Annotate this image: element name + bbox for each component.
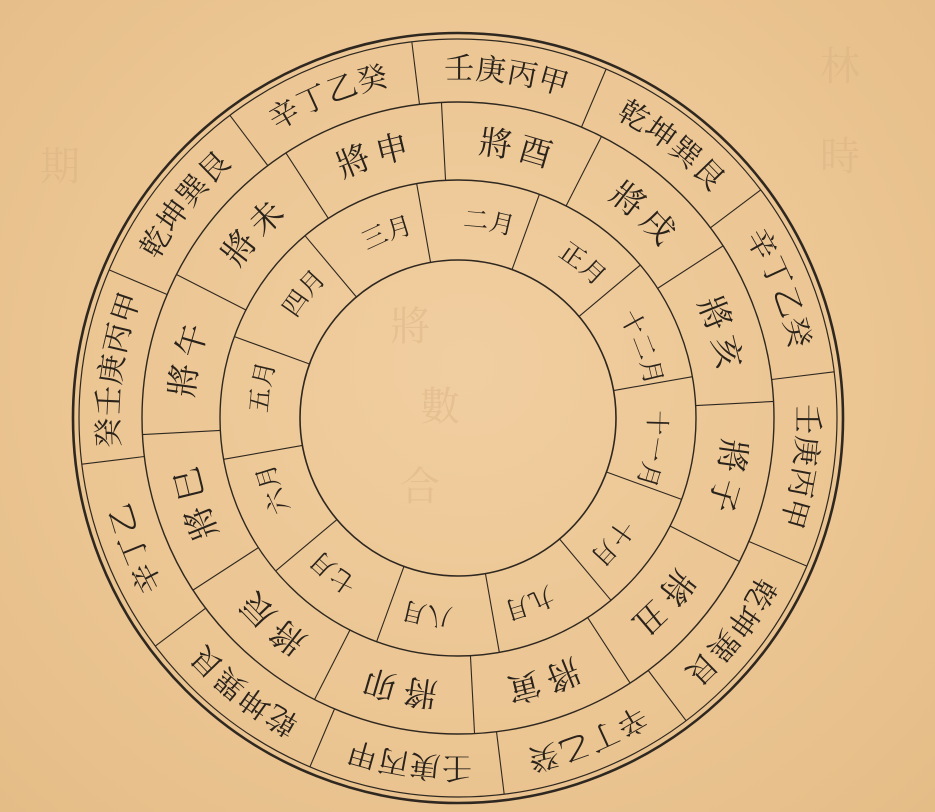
inner-ring-glyph: 月 [634,356,669,388]
inner-ring-sector-9 [501,580,559,625]
sector-divider [230,115,268,165]
outer-ring-glyph: 巽 [699,622,747,668]
inner-ring-glyph: 六 [258,484,296,519]
middle-ring-glyph: 丑 [624,592,676,644]
outer-ring-glyph: 丁 [582,713,625,758]
outer-ring-glyph: 坤 [637,110,683,157]
middle-ring-glyph: 寅 [503,664,545,710]
inner-ring-sector-12 [250,461,295,519]
outer-ring-glyph: 辛 [262,92,307,138]
outer-ring-glyph: 壬 [91,385,128,417]
middle-ring-glyph: 將 [540,650,586,699]
middle-ring-glyph: 未 [240,192,292,244]
middle-ring-glyph: 將 [162,361,206,400]
inner-ring-sector-2 [276,264,331,322]
sector-divider [234,337,309,364]
sector-divider [581,69,606,127]
sector-divider [710,190,760,228]
outer-ring-glyph: 壬 [441,749,472,785]
sector-divider [485,574,499,653]
outer-ring-glyph: 坤 [719,597,766,643]
sector-divider [315,630,350,699]
inner-ring-sector-7 [631,410,672,491]
outer-ring-sector-6 [738,223,817,351]
inner-ring-sector-4 [462,204,517,241]
outer-ring-glyph: 丙 [97,319,139,357]
inner-ring-glyph: 三 [357,218,392,256]
sector-divider [142,430,220,434]
outer-ring-glyph: 乾 [260,696,305,743]
outer-ring-glyph: 癸 [775,313,817,352]
middle-ring-glyph: 將 [690,290,739,336]
svg-text:數: 數 [420,384,460,430]
sector-divider [417,184,431,263]
inner-ring-sector-8 [585,514,640,572]
sector-divider [176,275,245,310]
outer-ring-glyph: 壬 [789,404,825,435]
outer-ring-glyph: 丁 [291,78,334,123]
inner-ring-glyph: 七 [324,561,362,600]
inner-ring-sector-3 [357,210,415,255]
outer-ring-glyph: 乾 [736,571,783,616]
middle-ring-glyph: 將 [401,670,440,714]
sector-divider [441,102,445,180]
inner-ring-glyph: 月 [500,590,534,626]
outer-ring-sector-1 [91,288,148,448]
inner-ring-glyph: 十 [601,514,640,552]
inner-ring-glyph: 九 [524,580,559,618]
sector-divider [286,153,328,218]
outer-ring-glyph: 庚 [474,51,508,90]
middle-ring-glyph: 將 [710,436,754,475]
sector-divider [193,548,258,590]
outer-ring-glyph: 甲 [772,493,815,533]
middle-ring-glyph: 卯 [359,660,403,708]
outer-ring-glyph: 巽 [662,129,708,177]
middle-ring-glyph: 酉 [513,128,557,176]
outer-ring-glyph: 丁 [753,251,798,294]
sector-divider [670,526,739,561]
sector-divider [648,670,686,720]
outer-ring-glyph: 癸 [353,59,392,101]
svg-text:時: 時 [820,134,860,180]
outer-ring-sector-9 [525,698,653,777]
inner-ring-glyph: 八 [426,600,454,632]
outer-ring-glyph: 乙 [102,499,145,539]
inner-ring-glyph: 月 [292,263,332,302]
middle-ring-glyph: 巳 [166,463,212,505]
sector-divider [377,566,404,641]
outer-ring-glyph: 巽 [208,659,254,707]
inner-ring-sector-5 [554,236,612,291]
middle-ring-glyph: 辰 [232,584,284,636]
outer-ring-sector-3 [263,59,391,138]
outer-ring-glyph: 辛 [125,556,171,599]
inner-ring-glyph: 月 [247,358,281,390]
inner-ring-glyph: 十 [614,304,652,341]
outer-ring-glyph: 丙 [504,54,541,95]
middle-ring-sector-7 [701,437,754,517]
inner-ring-glyph: 一 [638,434,671,464]
inner-ring-glyph: 月 [584,534,624,573]
outer-ring-glyph: 庚 [786,434,825,468]
middle-ring-glyph: 將 [602,173,653,225]
sector-divider [224,445,303,459]
inner-ring-glyph: 十 [642,410,672,436]
outer-ring-glyph: 乙 [553,725,594,769]
inner-ring-glyph: 月 [398,595,430,629]
middle-ring-glyph: 將 [330,137,376,186]
outer-ring-sector-7 [773,404,825,532]
sector-divider [497,732,505,795]
svg-text:合: 合 [400,464,440,510]
middle-ring-glyph: 午 [168,319,216,363]
inner-ring-glyph: 正 [554,236,592,275]
sector-divider [155,608,205,646]
outer-ring-glyph: 丙 [781,464,822,501]
outer-ring-glyph: 巽 [169,168,217,214]
outer-ring-glyph: 辛 [609,698,654,744]
inner-ring-glyph: 月 [486,207,518,241]
outer-ring-glyph: 坤 [233,679,279,726]
inner-ring-glyph: 四 [276,284,315,322]
middle-ring-glyph: 將 [651,562,703,613]
outer-ring-glyph: 甲 [343,732,383,775]
outer-ring-glyph: 艮 [678,645,725,692]
outer-ring-sector-10 [344,733,472,785]
inner-ring-sector-10 [399,595,454,632]
outer-ring-glyph: 乙 [322,67,363,111]
sector-divider [749,541,807,566]
sector-divider [82,457,145,465]
inner-ring-glyph: 二 [625,329,662,364]
outer-ring-glyph: 丙 [375,741,412,782]
middle-ring-sector-4 [477,122,557,175]
outer-ring-glyph: 艮 [191,144,238,191]
middle-ring-glyph: 將 [476,122,515,166]
outer-ring-glyph: 坤 [150,193,197,239]
middle-ring-sector-10 [359,661,439,714]
middle-ring-sector-12 [166,463,226,545]
outer-ring-glyph: 艮 [184,638,231,685]
inner-ring-sector-1 [244,359,281,414]
middle-ring-glyph: 申 [371,126,413,172]
middle-ring-sector-9 [501,650,585,710]
outer-ring-glyph: 丁 [112,528,157,570]
inner-ring-glyph: 五 [244,386,276,414]
outer-ring-glyph: 癸 [91,416,128,449]
outer-ring-glyph: 庚 [408,746,442,785]
outer-ring-glyph: 甲 [533,61,573,104]
outer-ring-glyph: 庚 [92,352,132,387]
outer-ring-glyph: 艮 [685,151,732,198]
sector-divider [772,372,835,380]
sector-divider [696,401,774,405]
outer-ring-glyph: 甲 [105,288,149,328]
sector-divider [512,194,539,269]
middle-ring-glyph: 將 [177,500,226,546]
outer-ring-glyph: 癸 [524,735,563,777]
inner-ring-sector-11 [304,545,362,600]
inner-ring-glyph: 二 [462,204,490,236]
outer-ring-glyph: 乙 [765,282,809,323]
sector-divider [470,656,474,734]
sector-divider [658,246,723,288]
sector-divider [566,136,601,205]
svg-text:將: 將 [390,304,430,350]
inner-ring-glyph: 月 [631,458,667,491]
middle-ring-sector-3 [331,126,413,186]
inner-ring-glyph: 月 [382,210,416,246]
middle-ring-glyph: 戌 [632,200,684,252]
inner-ring-sector-6 [614,305,669,388]
middle-ring-sector-1 [162,319,215,399]
sector-divider [588,618,630,683]
svg-text:期: 期 [40,144,80,190]
middle-ring-glyph: 子 [700,473,748,517]
sector-divider [412,42,420,105]
outer-ring-glyph: 壬 [444,51,475,87]
outer-ring-glyph: 乾 [611,93,656,140]
outer-ring-glyph: 辛 [738,222,784,267]
middle-ring-glyph: 將 [263,611,314,663]
sector-divider [310,709,335,767]
outer-ring-sector-12 [103,499,170,598]
svg-text:林: 林 [820,44,860,90]
outer-ring-glyph: 乾 [133,220,180,265]
inner-ring-glyph: 月 [303,544,342,584]
outer-ring-sector-4 [444,51,572,103]
middle-ring-sector-6 [690,291,750,373]
inner-ring-glyph: 月 [574,252,613,292]
middle-ring-glyph: 亥 [704,331,750,373]
inner-ring-glyph: 月 [250,460,286,494]
middle-ring-glyph: 將 [213,223,265,274]
